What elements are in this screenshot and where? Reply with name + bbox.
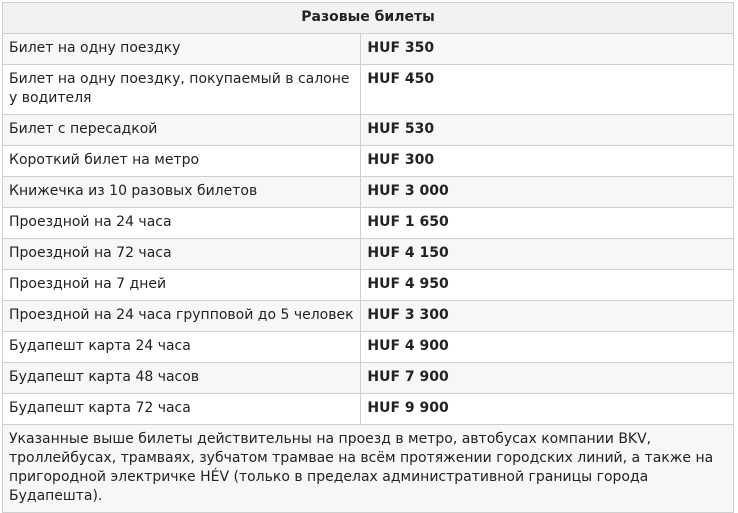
ticket-price: HUF 3 000 [361, 177, 734, 208]
ticket-price: HUF 1 650 [361, 208, 734, 239]
validity-note: Указанные выше билеты действительны на проезд в метро, автобусах компании BKV, троллейбусах, трамваях, зубчатом трамвае на всём протяжении городских линий, а также на пригородной электричке HÉV (только в пределах административной границы города Будапешта). [3, 425, 734, 513]
ticket-name: Билет на одну поездку [3, 34, 361, 65]
ticket-price: HUF 9 900 [361, 394, 734, 425]
ticket-name: Билет на одну поездку, покупаемый в салоне у водителя [3, 65, 361, 115]
ticket-price: HUF 530 [361, 115, 734, 146]
table-row [3, 332, 734, 363]
ticket-price-table [2, 2, 734, 513]
ticket-price: HUF 4 950 [361, 270, 734, 301]
ticket-price: HUF 4 900 [361, 332, 734, 363]
table-row [3, 208, 734, 239]
table-row [3, 270, 734, 301]
ticket-name: Будапешт карта 48 часов [3, 363, 361, 394]
table-row [3, 177, 734, 208]
table-row [3, 394, 734, 425]
ticket-name: Проездной на 24 часа [3, 208, 361, 239]
ticket-name: Будапешт карта 72 часа [3, 394, 361, 425]
ticket-price: HUF 3 300 [361, 301, 734, 332]
table-row [3, 301, 734, 332]
table-row [3, 363, 734, 394]
table-row [3, 239, 734, 270]
table-title: Разовые билеты [3, 3, 734, 34]
table-header-row [3, 3, 734, 34]
ticket-price: HUF 7 900 [361, 363, 734, 394]
note-row [3, 425, 734, 513]
ticket-name: Билет с пересадкой [3, 115, 361, 146]
table-row [3, 34, 734, 65]
ticket-name: Книжечка из 10 разовых билетов [3, 177, 361, 208]
table-row [3, 146, 734, 177]
ticket-name: Будапешт карта 24 часа [3, 332, 361, 363]
ticket-name: Проездной на 7 дней [3, 270, 361, 301]
ticket-name: Проездной на 24 часа групповой до 5 человек [3, 301, 361, 332]
ticket-name: Короткий билет на метро [3, 146, 361, 177]
ticket-price: HUF 4 150 [361, 239, 734, 270]
table-row [3, 65, 734, 115]
ticket-price: HUF 300 [361, 146, 734, 177]
ticket-price: HUF 450 [361, 65, 734, 115]
table-row [3, 115, 734, 146]
ticket-price: HUF 350 [361, 34, 734, 65]
ticket-name: Проездной на 72 часа [3, 239, 361, 270]
